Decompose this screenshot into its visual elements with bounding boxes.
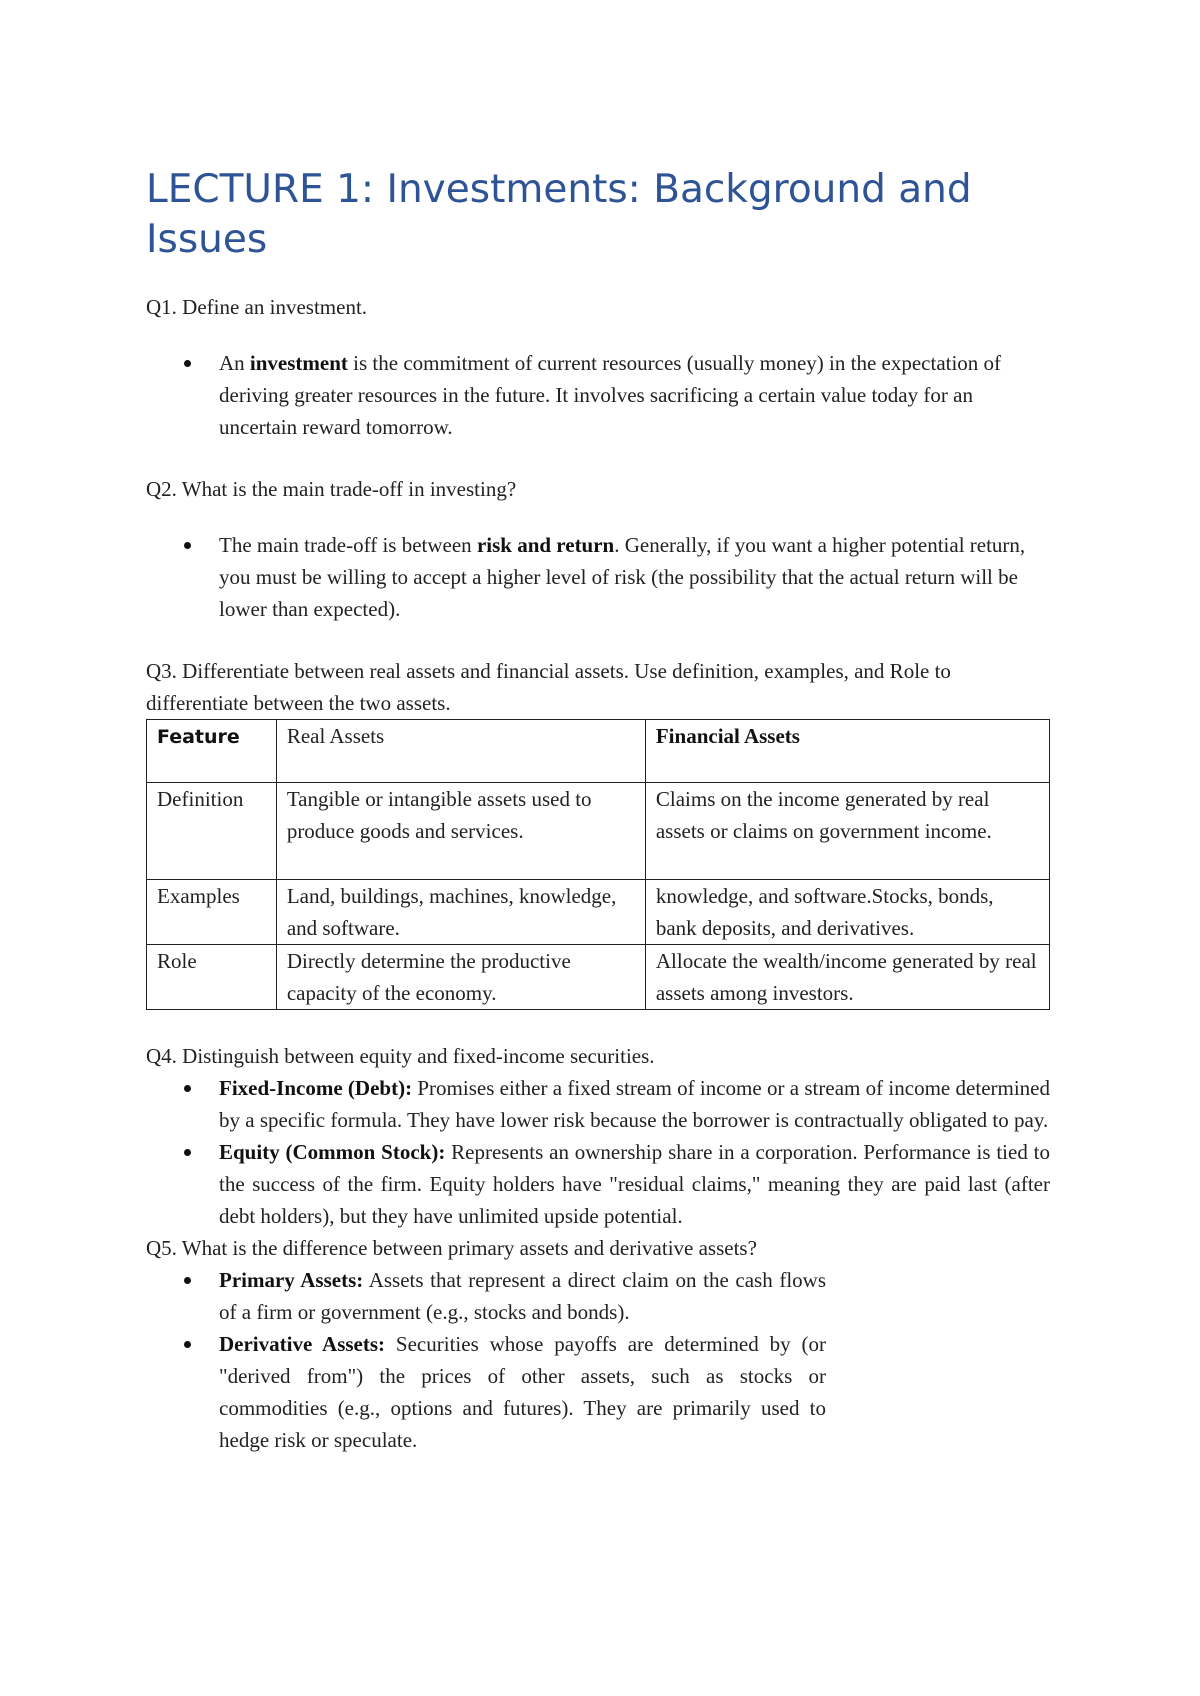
document-body	[146, 165, 1050, 1456]
table-header-row	[147, 720, 1050, 783]
table-cell: Examples	[147, 880, 277, 945]
table-cell: Directly determine the productive capacity of the economy.	[276, 945, 645, 1010]
q3-question: Q3. Differentiate between real assets and financial assets. Use definition, examples, and Role to differentiate between the two assets.	[146, 659, 951, 715]
list-item: Equity (Common Stock): Represents an ownership share in a corporation. Performance is tied to the success of the firm. Equity holders have "residual claims," meaning they are paid last (after debt holders), but they have unlimited upside potential.	[146, 1136, 1050, 1232]
page-title: LECTURE 1: Investments: Background and Issues	[146, 167, 972, 262]
q1-answer-list	[146, 347, 1050, 443]
table-row	[147, 783, 1050, 880]
table-cell: Land, buildings, machines, knowledge, and software.	[276, 880, 645, 945]
table-cell: knowledge, and software.Stocks, bonds, bank deposits, and derivatives.	[645, 880, 1049, 945]
q1-question: Q1. Define an investment.	[146, 295, 368, 319]
q5-question: Q5. What is the difference between primary assets and derivative assets?	[146, 1236, 757, 1260]
q2-answer-list	[146, 529, 1050, 625]
list-item: Derivative Assets: Securities whose payoffs are determined by (or "derived from") the prices of other assets, such as stocks or commodities (e.g., options and futures). They are primarily used to hedge risk or speculate.	[146, 1328, 826, 1456]
table-row	[147, 945, 1050, 1010]
q2-answer: The main trade-off is between risk and return. Generally, if you want a higher potential return, you must be willing to accept a higher level of risk (the possibility that the actual return will be lower than expected).	[146, 529, 1050, 625]
q1-answer: An investment is the commitment of current resources (usually money) in the expectation of deriving greater resources in the future. It involves sacrificing a certain value today for an uncertain reward tomorrow.	[146, 347, 1050, 443]
q2-question: Q2. What is the main trade-off in investing?	[146, 477, 517, 501]
q2-answer-term: risk and return	[476, 533, 615, 557]
q1-answer-term: investment	[249, 351, 348, 375]
table-row	[147, 880, 1050, 945]
assets-comparison-table	[146, 719, 1050, 1010]
table-header-cell: Real Assets	[276, 720, 645, 783]
table-header-cell: Feature	[147, 720, 277, 783]
table-cell: Role	[147, 945, 277, 1010]
table-cell: Allocate the wealth/income generated by real assets among investors.	[645, 945, 1049, 1010]
table-cell: Tangible or intangible assets used to produce goods and services.	[276, 783, 645, 880]
q4-answer-list	[146, 1072, 1050, 1232]
table-header-cell: Financial Assets	[645, 720, 1049, 783]
q5-answer-list	[146, 1264, 1050, 1456]
table-cell: Definition	[147, 783, 277, 880]
list-item: Fixed-Income (Debt): Promises either a fixed stream of income or a stream of income determined by a specific formula. They have lower risk because the borrower is contractually obligated to pay.	[146, 1072, 1050, 1136]
q4-question: Q4. Distinguish between equity and fixed-income securities.	[146, 1044, 655, 1068]
list-item: Primary Assets: Assets that represent a direct claim on the cash flows of a firm or government (e.g., stocks and bonds).	[146, 1264, 826, 1328]
table-cell: Claims on the income generated by real assets or claims on government income.	[645, 783, 1049, 880]
